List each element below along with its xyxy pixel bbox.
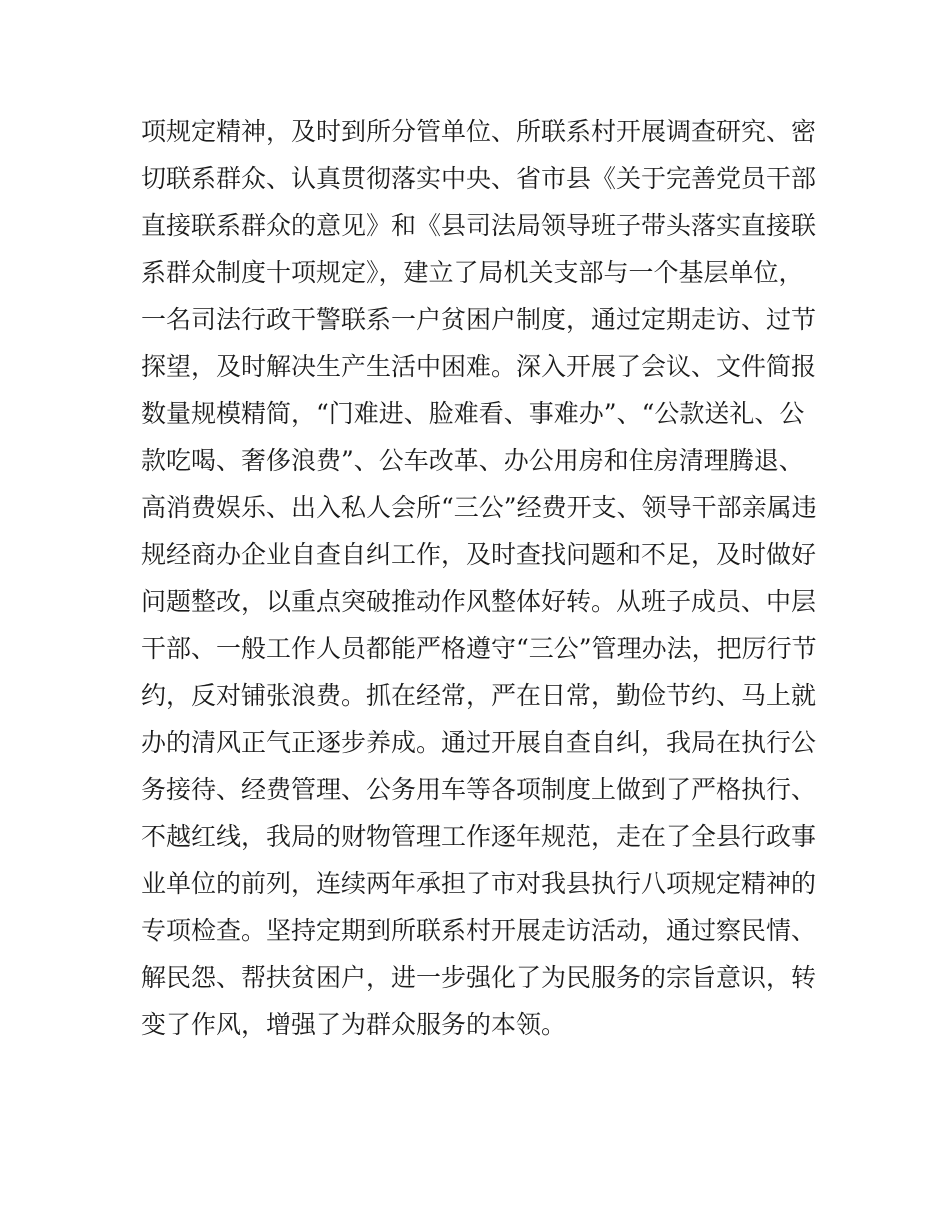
text-line: 系群众制度十项规定》，建立了局机关支部与一个基层单位， xyxy=(141,258,804,287)
text-line: 项规定精神，及时到所分管单位、所联系村开展调查研究、密 xyxy=(141,117,817,146)
text-line: 一名司法行政干警联系一户贫困户制度，通过定期走访、过节 xyxy=(141,305,817,334)
text-line: 约，反对铺张浪费。抓在经常，严在日常，勤俭节约、马上就 xyxy=(141,681,817,710)
text-line: 解民怨、帮扶贫困户，进一步强化了为民服务的宗旨意识，转 xyxy=(141,963,817,992)
text-line: 变了作风，增强了为群众服务的本领。 xyxy=(141,1010,567,1039)
text-line: 规经商办企业自查自纠工作，及时查找问题和不足，及时做好 xyxy=(141,540,817,569)
text-line: 干部、一般工作人员都能严格遵守“三公”管理办法，把厉行节 xyxy=(141,634,817,663)
text-line: 数量规模精简，“门难进、脸难看、事难办”、“公款送礼、公 xyxy=(141,399,805,428)
text-line: 直接联系群众的意见》和《县司法局领导班子带头落实直接联 xyxy=(141,211,817,240)
text-line: 不越红线，我局的财物管理工作逐年规范，走在了全县行政事 xyxy=(141,822,817,851)
text-line: 务接待、经费管理、公务用车等各项制度上做到了严格执行、 xyxy=(141,775,817,804)
text-line: 问题整改，以重点突破推动作风整体好转。从班子成员、中层 xyxy=(141,587,817,616)
text-line: 专项检查。坚持定期到所联系村开展走访活动，通过察民情、 xyxy=(141,916,817,945)
text-line: 高消费娱乐、出入私人会所“三公”经费开支、领导干部亲属违 xyxy=(141,493,817,522)
text-line: 切联系群众、认真贯彻落实中央、省市县《关于完善党员干部 xyxy=(141,164,817,193)
body-paragraph xyxy=(141,108,821,1048)
text-line: 办的清风正气正逐步养成。通过开展自查自纠，我局在执行公 xyxy=(141,728,817,757)
text-line: 业单位的前列，连续两年承担了市对我县执行八项规定精神的 xyxy=(141,869,817,898)
text-line: 探望，及时解决生产生活中困难。深入开展了会议、文件简报 xyxy=(141,352,817,381)
text-line: 款吃喝、奢侈浪费”、公车改革、办公用房和住房清理腾退、 xyxy=(141,446,804,475)
